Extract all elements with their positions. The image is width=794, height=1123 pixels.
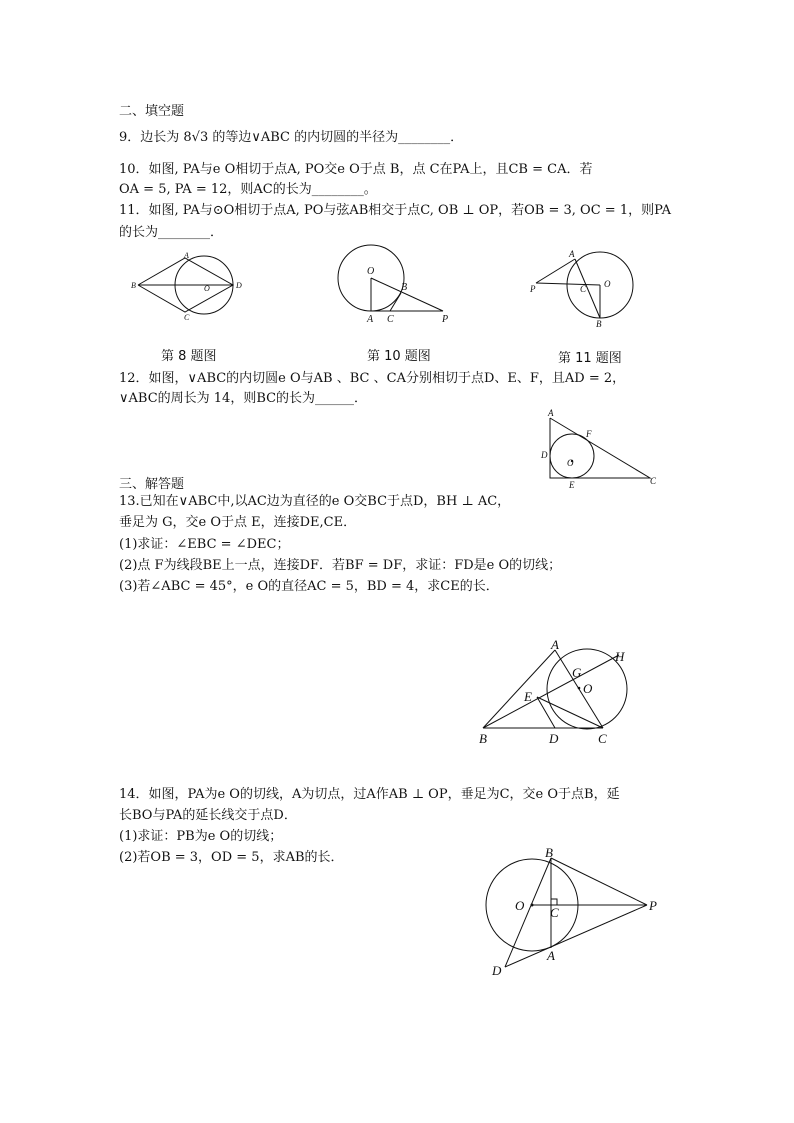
fig14-label-c: C <box>550 905 559 920</box>
figure-8 <box>130 250 250 320</box>
fig13-label-h: H <box>615 649 625 664</box>
question-11-line1: 11．如图, PA与⊙O相切于点A, PO与弦AB相交于点C, OB ⊥ OP，若OB = 3, OC = 1，则PA <box>119 203 672 218</box>
fig12-label-e: E <box>569 480 575 490</box>
question-14-line2: 长BO与PA的延长线交于点D． <box>119 808 297 823</box>
fig13-label-g: G <box>572 665 582 680</box>
fig10-label-c: C <box>387 314 394 325</box>
fig12-label-f: F <box>586 429 592 439</box>
fig12-label-o: O <box>567 458 574 468</box>
fig14-label-p: P <box>649 898 657 913</box>
fig13-label-b: B <box>479 731 487 746</box>
question-14-part2: (2)若OB = 3，OD = 5，求AB的长． <box>119 850 344 865</box>
question-9: 9．边长为 8√3 的等边∨ABC 的内切圆的半径为________． <box>119 130 464 145</box>
question-11-line2: 的长为________． <box>119 225 224 240</box>
fig11-label-b: B <box>596 319 602 329</box>
caption-figure-11: 第 11 题图 <box>558 351 622 366</box>
figure-14 <box>485 843 675 978</box>
figure-11 <box>528 245 648 330</box>
fig14-label-a: A <box>547 948 555 963</box>
question-13-part2: (2)点 F为线段BE上一点，连接DF．若BF = DF，求证：FD是e O的切线； <box>119 558 562 573</box>
caption-figure-10: 第 10 题图 <box>367 349 431 364</box>
fig14-label-o: O <box>515 898 525 913</box>
question-12-line2: ∨ABC的周长为 14，则BC的长为______． <box>119 391 368 406</box>
fig10-label-p: P <box>442 314 449 325</box>
question-13-part1: (1)求证：∠EBC = ∠DEC； <box>119 537 290 552</box>
fig10-label-a: A <box>367 314 374 325</box>
figure-10 <box>335 244 465 324</box>
fig10-label-o: O <box>367 266 375 277</box>
fig13-label-d: D <box>549 731 559 746</box>
fig11-label-c: C <box>580 284 587 294</box>
section-heading-solve: 三、解答题 <box>119 477 185 492</box>
fig8-label-o: O <box>204 284 210 293</box>
fig12-label-d: D <box>541 450 548 460</box>
figure-12 <box>540 408 660 488</box>
fig12-label-a: A <box>548 408 554 418</box>
question-13-part3: (3)若∠ABC = 45°，e O的直径AC = 5，BD = 4，求CE的长． <box>119 579 499 594</box>
fig8-label-d: D <box>236 281 242 290</box>
fig14-label-d: D <box>492 963 502 978</box>
fig14-label-b: B <box>545 845 553 860</box>
fig13-label-a: A <box>551 637 559 652</box>
fig8-label-a: A <box>184 251 189 260</box>
question-14-part1: (1)求证：PB为e O的切线； <box>119 829 283 844</box>
fig11-label-a: A <box>569 249 575 259</box>
fig10-label-b: B <box>401 282 408 293</box>
fig11-label-o: O <box>604 279 611 289</box>
question-13-line2: 垂足为 G，交e O于点 E，连接DE,CE． <box>119 515 357 530</box>
fig13-label-o: O <box>583 681 593 696</box>
figure-13 <box>475 635 645 750</box>
fig8-label-b: B <box>131 281 136 290</box>
question-14-line1: 14．如图，PA为e O的切线，A为切点，过A作AB ⊥ OP，垂足为C，交e O于点B，延 <box>119 787 620 802</box>
fig11-label-p: P <box>530 284 536 294</box>
caption-figure-8: 第 8 题图 <box>161 349 217 364</box>
question-12-line1: 12．如图，∨ABC的内切圆e O与AB 、BC 、CA分别相切于点D、E、F，且AD = 2， <box>119 371 626 386</box>
fig13-label-c: C <box>598 731 607 746</box>
fig12-label-c: C <box>650 476 657 486</box>
question-13-line1: 13.已知在∨ABC中,以AC边为直径的e O交BC于点D，BH ⊥ AC， <box>119 494 511 509</box>
question-10-line1: 10．如图, PA与e O相切于点A, PO交e O于点 B，点 C在PA上，且CB = CA．若 <box>119 162 593 177</box>
question-10-line2: OA = 5, PA = 12，则AC的长为________。 <box>119 182 377 197</box>
fig8-label-c: C <box>184 313 190 322</box>
fig13-label-e: E <box>524 689 532 704</box>
section-heading-fill-in: 二、填空题 <box>119 104 185 119</box>
